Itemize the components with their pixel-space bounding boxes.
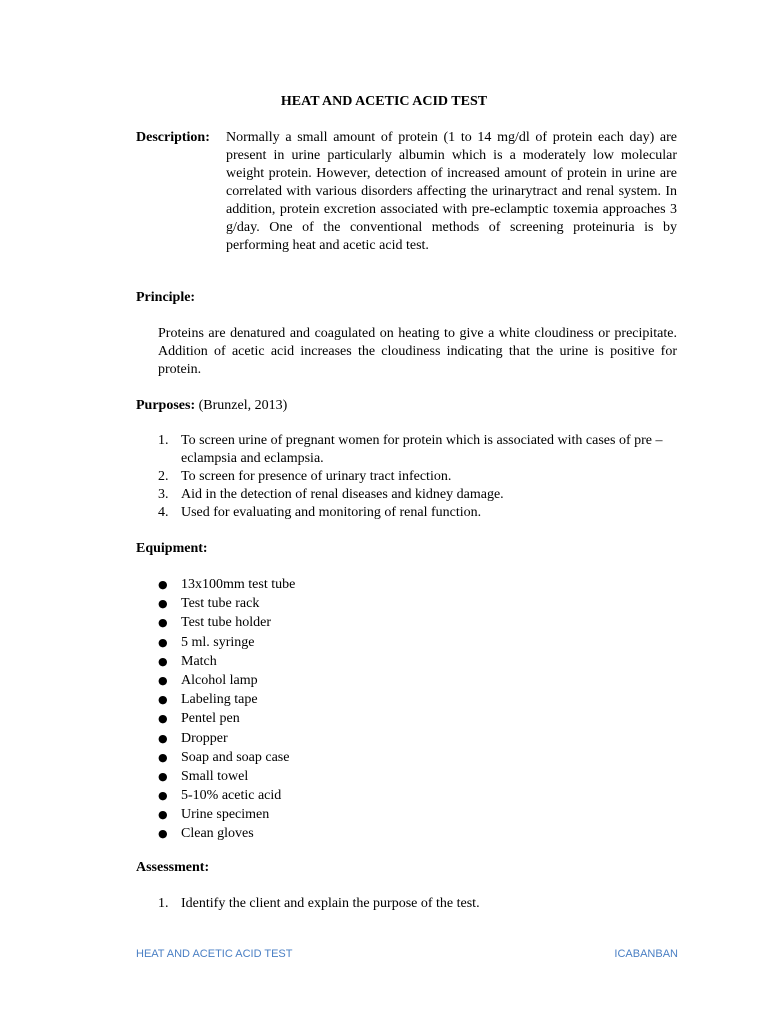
bullet-icon: ● [158,789,168,803]
list-number: 1. [158,433,169,448]
list-item [158,895,678,913]
equipment-label: Equipment: [136,541,208,556]
list-text: Dropper [181,730,228,746]
list-text: Test tube rack [181,596,260,612]
list-text: Urine specimen [181,807,270,823]
bullet-icon: ● [158,808,168,822]
list-text: 13x100mm test tube [181,577,296,592]
list-number: 4. [158,505,169,520]
bullet-icon: ● [158,673,168,687]
description-text: Normally a small amount of protein (1 to 14 mg/dl of protein each day) are present in urine particularly albumin which is a moderately low molecular weight protein. However, detection of increased amount of protein in urine are correlated with various disorders affecting the urinarytract and renal system. In addition, protein excretion associated with pre-eclamptic toxemia approaches 3 g/day. One of the conventional methods of screening proteinuria is by performing heat and acetic acid test. [226,130,677,253]
list-item [158,749,558,768]
list-text: Match [181,653,217,669]
list-text: Identify the client and explain the purpose of the test. [181,896,480,911]
page-title: HEAT AND ACETIC ACID TEST [280,94,488,109]
list-item [158,653,558,672]
bullet-icon: ● [158,578,168,591]
purposes-label: Purposes: [136,398,196,413]
list-number: 1. [158,896,169,911]
list-item [158,672,558,691]
footer-title: HEAT AND ACETIC ACID TEST [136,948,293,960]
list-item [158,710,558,729]
assessment-list [158,895,678,913]
bullet-icon: ● [158,827,168,841]
bullet-icon: ● [158,750,168,764]
list-item [158,825,558,844]
list-item [158,468,678,486]
list-text: 5-10% acetic acid [181,788,282,804]
bullet-icon: ● [158,635,168,649]
list-item [158,768,558,787]
list-item [158,595,558,614]
principle-label: Principle: [136,290,196,305]
list-item [158,691,558,710]
list-text: Aid in the detection of renal diseases and kidney damage. [181,487,504,502]
bullet-icon: ● [158,616,168,630]
purposes-citation: (Brunzel, 2013) [198,398,288,413]
bullet-icon: ● [158,712,168,726]
bullet-icon: ● [158,597,168,611]
list-text: Test tube holder [181,615,271,631]
list-item [158,614,558,633]
list-item [158,432,678,468]
list-text: To screen for presence of urinary tract infection. [181,469,452,484]
list-text: Soap and soap case [181,749,290,765]
list-item [158,730,558,749]
bullet-icon: ● [158,693,168,707]
description-label: Description: [136,130,210,145]
list-item [158,806,558,825]
bullet-icon: ● [158,731,168,745]
list-item [158,504,678,522]
list-text: 5 ml. syringe [181,634,255,650]
list-item [158,576,558,595]
list-text: Used for evaluating and monitoring of renal function. [181,505,482,520]
list-item [158,486,678,504]
list-number: 2. [158,469,169,484]
list-text: Labeling tape [181,692,258,708]
list-text: To screen urine of pregnant women for protein which is associated with cases of pre –eclampsia and eclampsia. [181,433,663,466]
purposes-list [158,432,678,522]
list-text: Alcohol lamp [181,672,258,688]
principle-text: Proteins are denatured and coagulated on heating to give a white cloudiness or precipitate. Addition of acetic acid increases the cloudiness indicating that the urine is positive for protein. [158,326,677,377]
list-text: Pentel pen [181,711,240,727]
list-number: 3. [158,487,169,502]
bullet-icon: ● [158,769,168,783]
footer-author: ICABANBAN [614,948,678,960]
list-text: Clean gloves [181,826,254,842]
list-item [158,787,558,806]
assessment-label: Assessment: [136,860,210,875]
list-text: Small towel [181,768,249,784]
equipment-list [158,576,558,845]
list-item [158,634,558,653]
purposes-heading [136,397,287,415]
bullet-icon: ● [158,654,168,668]
